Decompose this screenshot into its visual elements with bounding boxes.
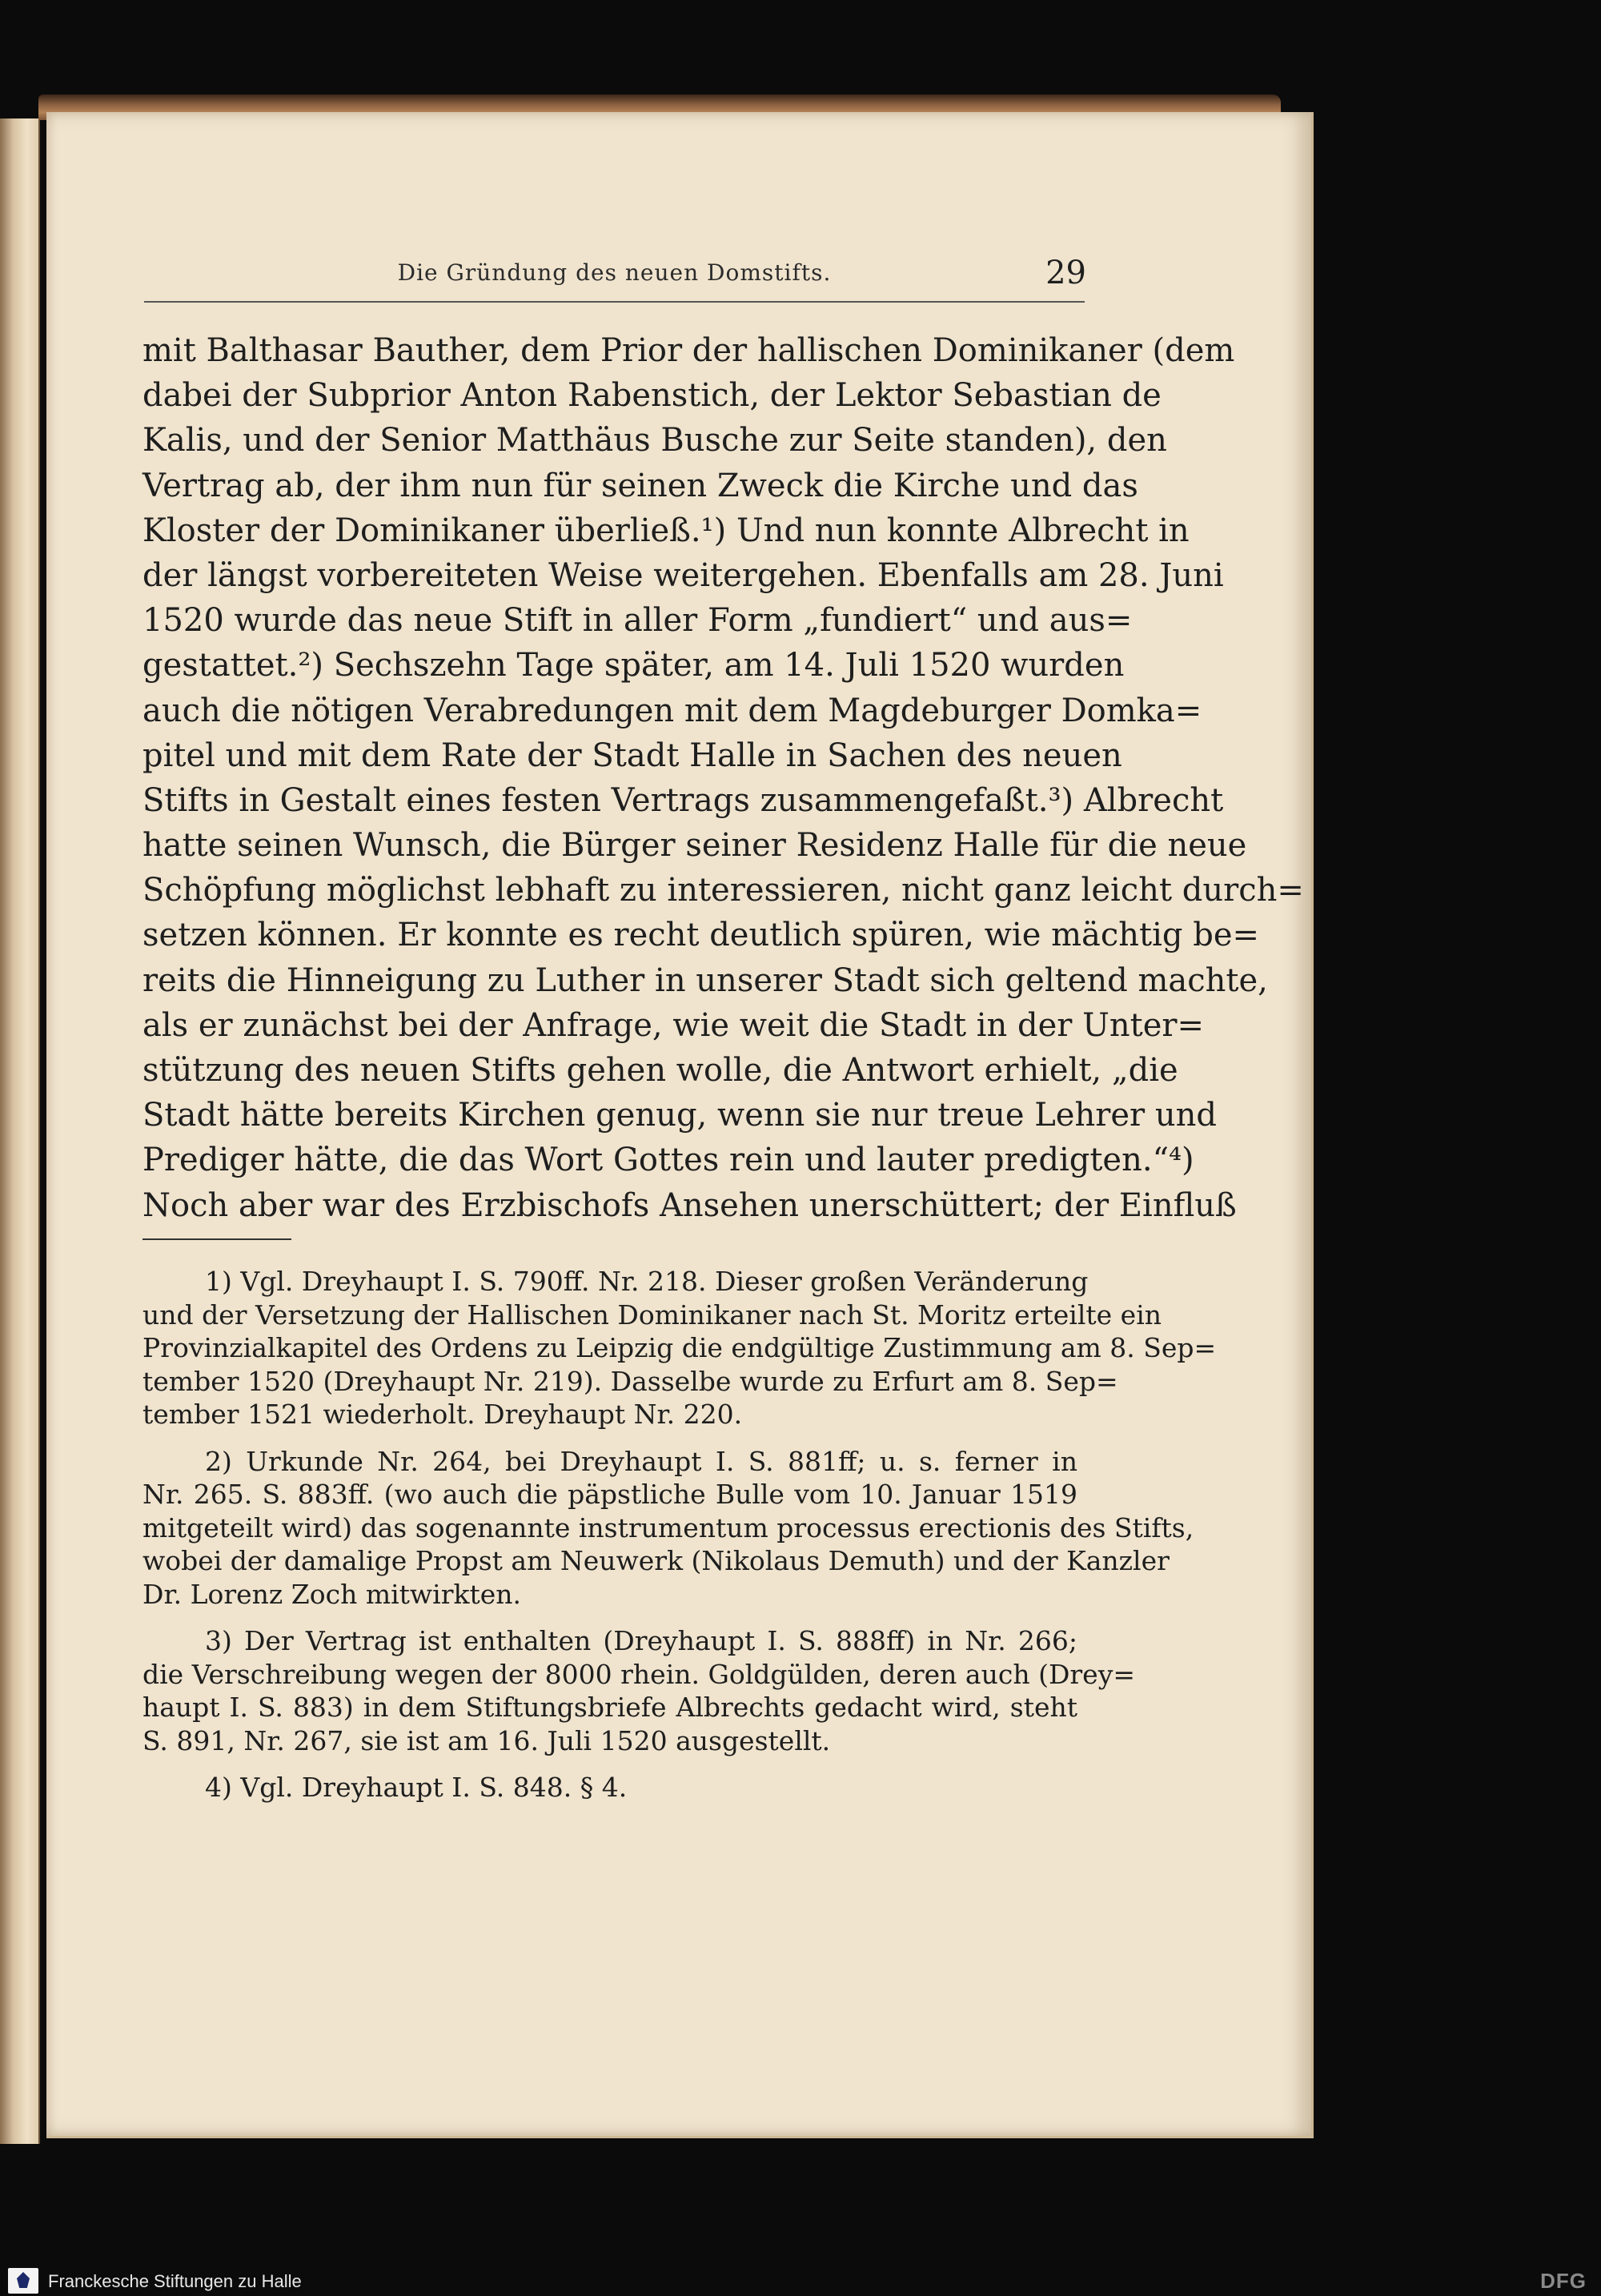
running-header — [144, 255, 1085, 303]
body-line: Stadt hätte bereits Kirchen genug, wenn sie nur treue Lehrer und — [142, 1097, 1217, 1134]
body-line: Stifts in Gestalt eines festen Vertrags zusammengefaßt.³) Albrecht — [142, 781, 1224, 819]
footnote-line: 4) Vgl. Dreyhaupt I. S. 848. § 4. — [205, 1772, 628, 1803]
running-title: Die Gründung des neuen Domstifts. — [397, 259, 832, 286]
institution-credit: Franckesche Stiftungen zu Halle — [48, 2271, 302, 2291]
footnote-line: Dr. Lorenz Zoch mitwirkten. — [142, 1578, 522, 1610]
body-line: Vertrag ab, der ihm nun für seinen Zweck die Kirche und das — [142, 467, 1138, 504]
body-line: Kloster der Dominikaner überließ.¹) Und nun konnte Albrecht in — [142, 512, 1190, 549]
body-line: hatte seinen Wunsch, die Bürger seiner Residenz Halle für die neue — [142, 827, 1247, 865]
body-line: 1520 wurde das neue Stift in aller Form „fundiert“ und aus= — [142, 602, 1133, 640]
footnote-line: tember 1521 wiederholt. Dreyhaupt Nr. 220. — [142, 1399, 743, 1430]
footnote-3 — [142, 1624, 1135, 1757]
footnote-line: wobei der damalige Propst am Neuwerk (Nikolaus Demuth) und der Kanzler — [142, 1545, 1170, 1576]
franckesche-logo-icon — [8, 2268, 38, 2294]
body-line: auch die nötigen Verabredungen mit dem Magdeburger Domka= — [142, 692, 1202, 729]
body-text — [142, 328, 1304, 1228]
footnote-line: Nr. 265. S. 883ff. (wo auch die päpstliche Bulle vom 10. Januar 1519 — [142, 1479, 1077, 1510]
body-line: Schöpfung möglichst lebhaft zu interessieren, nicht ganz leicht durch= — [142, 872, 1304, 909]
footnote-line: haupt I. S. 883) in dem Stiftungsbriefe Albrechts gedacht wird, steht — [142, 1692, 1077, 1723]
footnote-line: tember 1520 (Dreyhaupt Nr. 219). Dasselbe wurde zu Erfurt am 8. Sep= — [142, 1365, 1118, 1397]
body-line: als er zunächst bei der Anfrage, wie weit die Stadt in der Unter= — [142, 1006, 1204, 1044]
body-line: dabei der Subprior Anton Rabenstich, der Lektor Sebastian de — [142, 377, 1162, 415]
body-line: stützung des neuen Stifts gehen wolle, die Antwort erhielt, „die — [142, 1052, 1178, 1089]
footnotes — [142, 1265, 1217, 1818]
viewer-footer-bar — [0, 2266, 1601, 2296]
body-line: Kalis, und der Senior Matthäus Busche zur Seite standen), den — [142, 422, 1167, 460]
footnote-line: 1) Vgl. Dreyhaupt I. S. 790ff. Nr. 218. Dieser großen Veränderung — [205, 1266, 1089, 1297]
footnote-line: S. 891, Nr. 267, sie ist am 16. Juli 1520 ausgestellt. — [142, 1724, 831, 1756]
dfg-logo: DFG — [1540, 2269, 1587, 2293]
footnote-2 — [142, 1445, 1194, 1612]
footnote-1 — [142, 1265, 1217, 1431]
footnote-line: 3) Der Vertrag ist enthalten (Dreyhaupt I. S. 888ff) in Nr. 266; — [205, 1625, 1077, 1656]
footnote-line: die Verschreibung wegen der 8000 rhein. Goldgülden, deren auch (Drey= — [142, 1658, 1135, 1690]
footnote-line: 2) Urkunde Nr. 264, bei Dreyhaupt I. S. 881ff; u. s. ferner in — [205, 1445, 1077, 1477]
body-line: setzen können. Er konnte es recht deutlich spüren, wie mächtig be= — [142, 917, 1259, 954]
footnote-4 — [142, 1771, 1077, 1804]
body-line: Noch aber war des Erzbischofs Ansehen unerschüttert; der Einfluß — [142, 1186, 1237, 1224]
footnote-line: mitgeteilt wird) das sogenannte instrumentum processus erectionis des Stifts, — [142, 1511, 1194, 1543]
left-page-edge — [0, 118, 40, 2144]
body-line: reits die Hinneigung zu Luther in unserer Stadt sich geltend machte, — [142, 961, 1268, 999]
footnote-divider — [142, 1238, 291, 1240]
body-line: mit Balthasar Bauther, dem Prior der hallischen Dominikaner (dem — [142, 332, 1235, 369]
body-line: pitel und mit dem Rate der Stadt Halle in Sachen des neuen — [142, 737, 1122, 774]
page-number: 29 — [1045, 255, 1086, 291]
footnote-line: und der Versetzung der Hallischen Dominikaner nach St. Moritz erteilte ein — [142, 1299, 1162, 1331]
body-line: gestattet.²) Sechszehn Tage später, am 14. Juli 1520 wurden — [142, 647, 1125, 684]
body-line: der längst vorbereiteten Weise weitergehen. Ebenfalls am 28. Juni — [142, 556, 1224, 594]
body-line: Prediger hätte, die das Wort Gottes rein und lauter predigten.“⁴) — [142, 1142, 1194, 1179]
footnote-line: Provinzialkapitel des Ordens zu Leipzig die endgültige Zustimmung am 8. Sep= — [142, 1332, 1217, 1363]
